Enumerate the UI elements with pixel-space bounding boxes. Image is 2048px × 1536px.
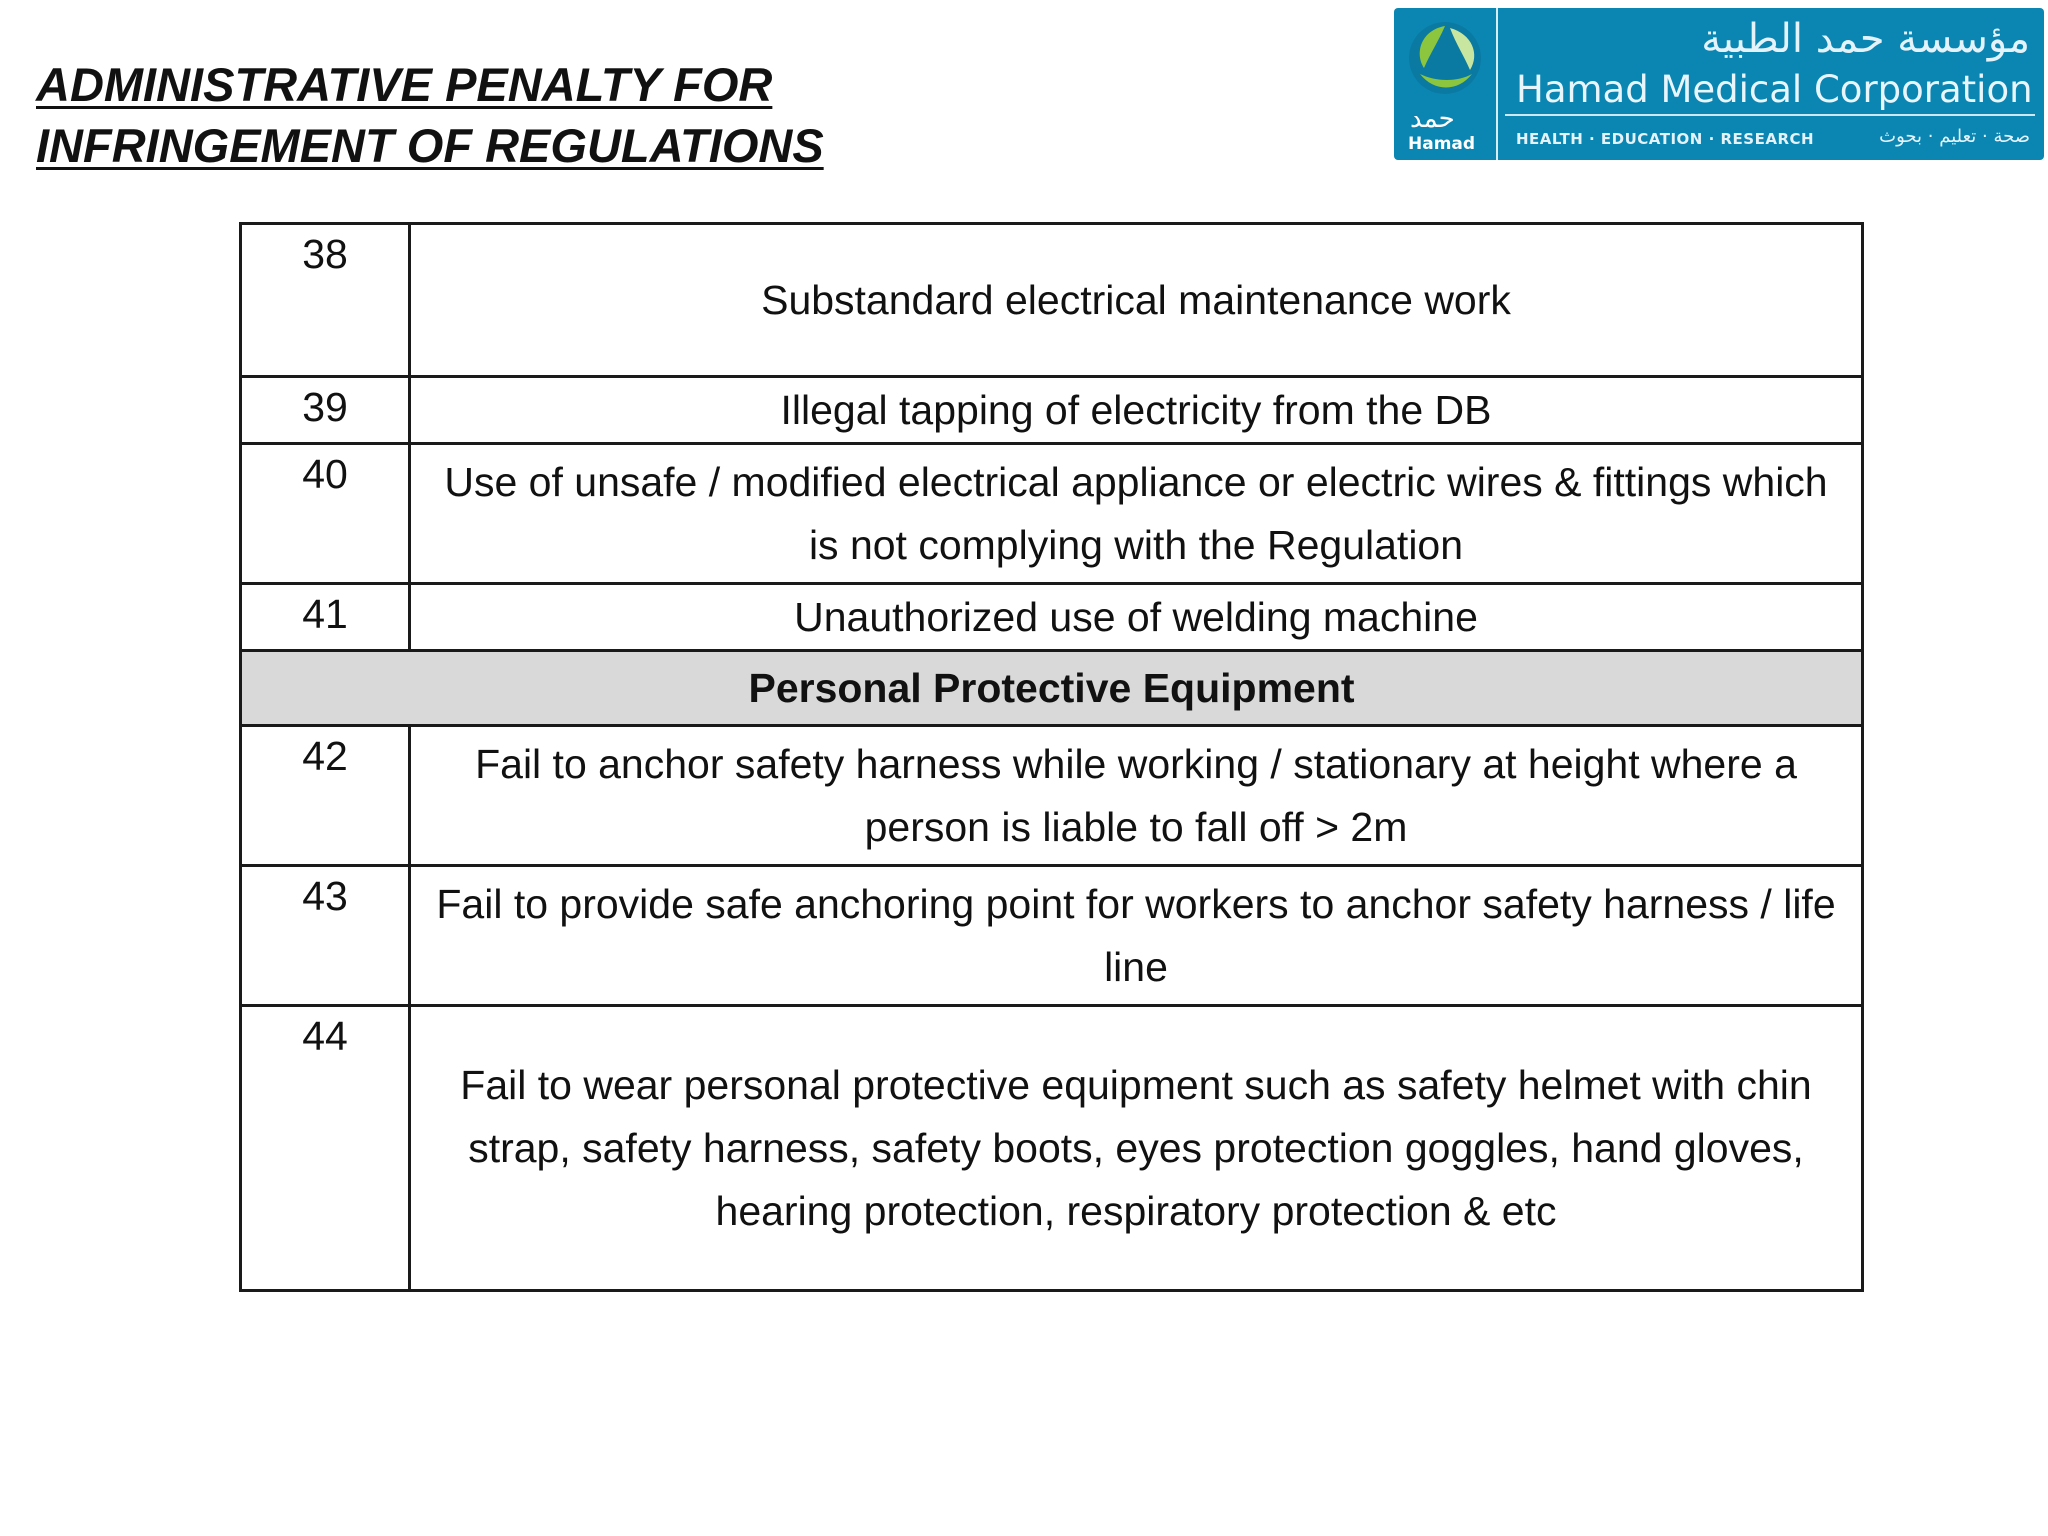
table-row [241,1006,1863,1291]
row-number-cell [241,1006,410,1291]
logo-mark [1394,8,1498,160]
table-row [241,377,1863,444]
row-description: Unauthorized use of welding machine [794,593,1478,640]
row-number-cell [241,444,410,584]
row-number: 44 [302,1013,348,1059]
row-description-cell [410,584,1863,651]
table-row [241,726,1863,866]
penalty-table [239,222,1864,1292]
row-number: 43 [302,873,348,919]
leaf-emblem-icon [1394,8,1496,108]
row-description-cell [410,866,1863,1006]
row-description-cell [410,726,1863,866]
logo-tagline-english: HEALTH · EDUCATION · RESEARCH [1516,130,1815,148]
section-header-cell: Personal Protective Equipment [241,651,1863,726]
row-description-cell [410,444,1863,584]
logo-divider [1505,114,2035,116]
row-number-cell [241,377,410,444]
page-title-line-2: INFRINGEMENT OF REGULATIONS [36,119,824,172]
table-row [241,224,1863,377]
row-number: 40 [302,451,348,497]
row-description: Fail to wear personal protective equipment such as safety helmet with chin strap, safety harness, safety boots, eyes protection goggles, hand gloves, hearing protection, respiratory protection & etc [460,1061,1812,1234]
row-number-cell [241,726,410,866]
table-row [241,444,1863,584]
logo-tagline-arabic: صحة · تعليم · بحوث [1879,126,2030,147]
row-number-cell [241,584,410,651]
row-description: Fail to provide safe anchoring point for workers to anchor safety harness / life line [436,880,1836,990]
row-description-cell [410,224,1863,377]
logo-name-arabic: مؤسسة حمد الطبية [1701,16,2030,62]
hamad-medical-corporation-logo [1394,8,2044,160]
table-row [241,584,1863,651]
row-number-cell [241,866,410,1006]
row-description: Substandard electrical maintenance work [761,276,1511,323]
logo-name-english: Hamad Medical Corporation [1516,68,2033,111]
page-title [36,54,824,176]
logo-mark-arabic: حمد [1410,104,1455,134]
page-title-line-1: ADMINISTRATIVE PENALTY FOR [36,58,773,111]
row-number: 39 [302,384,348,430]
section-header-row [241,651,1863,726]
row-description: Use of unsafe / modified electrical appliance or electric wires & fittings which is not complying with the Regulation [444,458,1828,568]
logo-mark-english: Hamad [1408,134,1476,154]
row-description-cell [410,1006,1863,1291]
row-number: 38 [302,231,348,277]
table-row [241,866,1863,1006]
row-number: 41 [302,591,348,637]
row-number-cell [241,224,410,377]
row-description: Illegal tapping of electricity from the DB [780,386,1492,433]
row-number: 42 [302,733,348,779]
row-description-cell [410,377,1863,444]
row-description: Fail to anchor safety harness while working / stationary at height where a person is liable to fall off > 2m [475,740,1797,850]
